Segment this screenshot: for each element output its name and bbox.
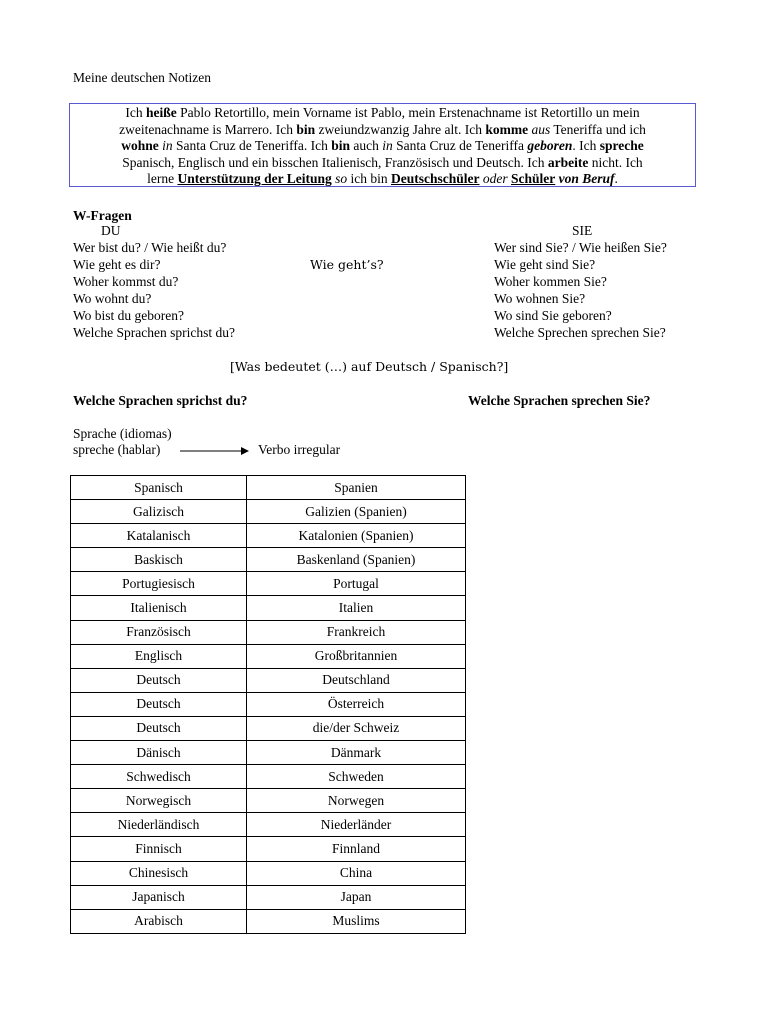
table-row (71, 548, 466, 572)
language-cell: Französisch (71, 620, 247, 644)
table-row (71, 741, 466, 765)
bold-question-du: Welche Sprachen sprichst du? (73, 393, 248, 408)
table-row (71, 909, 466, 933)
table-row (71, 837, 466, 861)
country-cell: Norwegen (247, 789, 466, 813)
table-row (71, 524, 466, 548)
table-row (71, 765, 466, 789)
table-row (71, 620, 466, 644)
table-row (71, 596, 466, 620)
language-cell: Dänisch (71, 741, 247, 765)
language-cell: Baskisch (71, 548, 247, 572)
intro-line-3: wohne in Santa Cruz de Teneriffa. Ich bin auch in Santa Cruz de Teneriffa geboren. Ich spreche (121, 138, 644, 154)
language-cell: Italienisch (71, 596, 247, 620)
country-cell: Frankreich (247, 620, 466, 644)
language-cell: Deutsch (71, 716, 247, 740)
sie-question: Wer sind Sie? / Wie heißen Sie? (494, 240, 667, 255)
right-arrow-icon (180, 444, 250, 456)
country-cell: China (247, 861, 466, 885)
table-row (71, 813, 466, 837)
table-row (71, 861, 466, 885)
wie-gehts-note: Wie geht’s? (310, 257, 384, 272)
du-question: Wo wohnt du? (73, 291, 152, 306)
language-cell: Norwegisch (71, 789, 247, 813)
country-cell: Galizien (Spanien) (247, 500, 466, 524)
country-cell: Großbritannien (247, 644, 466, 668)
bold-question-sie: Welche Sprachen sprechen Sie? (468, 393, 651, 408)
table-row (71, 500, 466, 524)
language-cell: Deutsch (71, 668, 247, 692)
language-cell: Arabisch (71, 909, 247, 933)
sie-label: SIE (572, 223, 593, 238)
language-cell: Deutsch (71, 692, 247, 716)
table-row (71, 572, 466, 596)
language-cell: Japanisch (71, 885, 247, 909)
language-cell: Chinesisch (71, 861, 247, 885)
language-cell: Portugiesisch (71, 572, 247, 596)
country-cell: Dänmark (247, 741, 466, 765)
country-cell: Katalonien (Spanien) (247, 524, 466, 548)
sprache-line: Sprache (idiomas) (73, 426, 172, 441)
language-cell: Schwedisch (71, 765, 247, 789)
du-question: Woher kommst du? (73, 274, 179, 289)
verbo-irregular-label: Verbo irregular (258, 442, 341, 457)
country-cell: Spanien (247, 476, 466, 500)
intro-paragraph-box (69, 103, 696, 187)
language-cell: Englisch (71, 644, 247, 668)
country-cell: Italien (247, 596, 466, 620)
table-row (71, 692, 466, 716)
language-cell: Spanisch (71, 476, 247, 500)
du-label: DU (101, 223, 121, 238)
language-cell: Finnisch (71, 837, 247, 861)
du-question: Wer bist du? / Wie heißt du? (73, 240, 227, 255)
table-row (71, 668, 466, 692)
sie-question: Wie geht sind Sie? (494, 257, 596, 272)
intro-line-5: lerne Unterstützung der Leitung so ich bin Deutschschüler oder Schüler von Beruf. (147, 171, 618, 187)
page-title: Meine deutschen Notizen (73, 70, 211, 85)
country-cell: Baskenland (Spanien) (247, 548, 466, 572)
language-cell: Niederländisch (71, 813, 247, 837)
wfragen-heading: W-Fragen (73, 208, 132, 223)
spreche-line: spreche (hablar) (73, 442, 161, 457)
du-question: Wie geht es dir? (73, 257, 161, 272)
country-cell: Niederländer (247, 813, 466, 837)
languages-table (70, 475, 466, 934)
country-cell: Muslims (247, 909, 466, 933)
sie-question: Welche Sprechen sprechen Sie? (494, 325, 666, 340)
bedeutet-note: [Was bedeutet (…) auf Deutsch / Spanisch?] (230, 359, 509, 374)
language-cell: Katalanisch (71, 524, 247, 548)
country-cell: Schweden (247, 765, 466, 789)
du-question: Welche Sprachen sprichst du? (73, 325, 235, 340)
table-row (71, 789, 466, 813)
sie-question: Wo sind Sie geboren? (494, 308, 612, 323)
intro-line-1: Ich heiße Pablo Retortillo, mein Vorname ist Pablo, mein Erstenachname ist Retortillo un mein (125, 105, 640, 120)
intro-line-2: zweitenachname is Marrero. Ich bin zweiundzwanzig Jahre alt. Ich komme aus Teneriffa und ich (119, 121, 646, 137)
sie-question: Wo wohnen Sie? (494, 291, 586, 306)
country-cell: Österreich (247, 692, 466, 716)
table-row (71, 476, 466, 500)
country-cell: die/der Schweiz (247, 716, 466, 740)
country-cell: Deutschland (247, 668, 466, 692)
country-cell: Finnland (247, 837, 466, 861)
intro-line-4: Spanisch, Englisch und ein bisschen Italienisch, Französisch und Deutsch. Ich arbeite nicht. Ich (122, 154, 643, 170)
country-cell: Portugal (247, 572, 466, 596)
sie-question: Woher kommen Sie? (494, 274, 607, 289)
country-cell: Japan (247, 885, 466, 909)
table-row (71, 885, 466, 909)
table-row (71, 716, 466, 740)
du-question: Wo bist du geboren? (73, 308, 185, 323)
table-row (71, 644, 466, 668)
language-cell: Galizisch (71, 500, 247, 524)
